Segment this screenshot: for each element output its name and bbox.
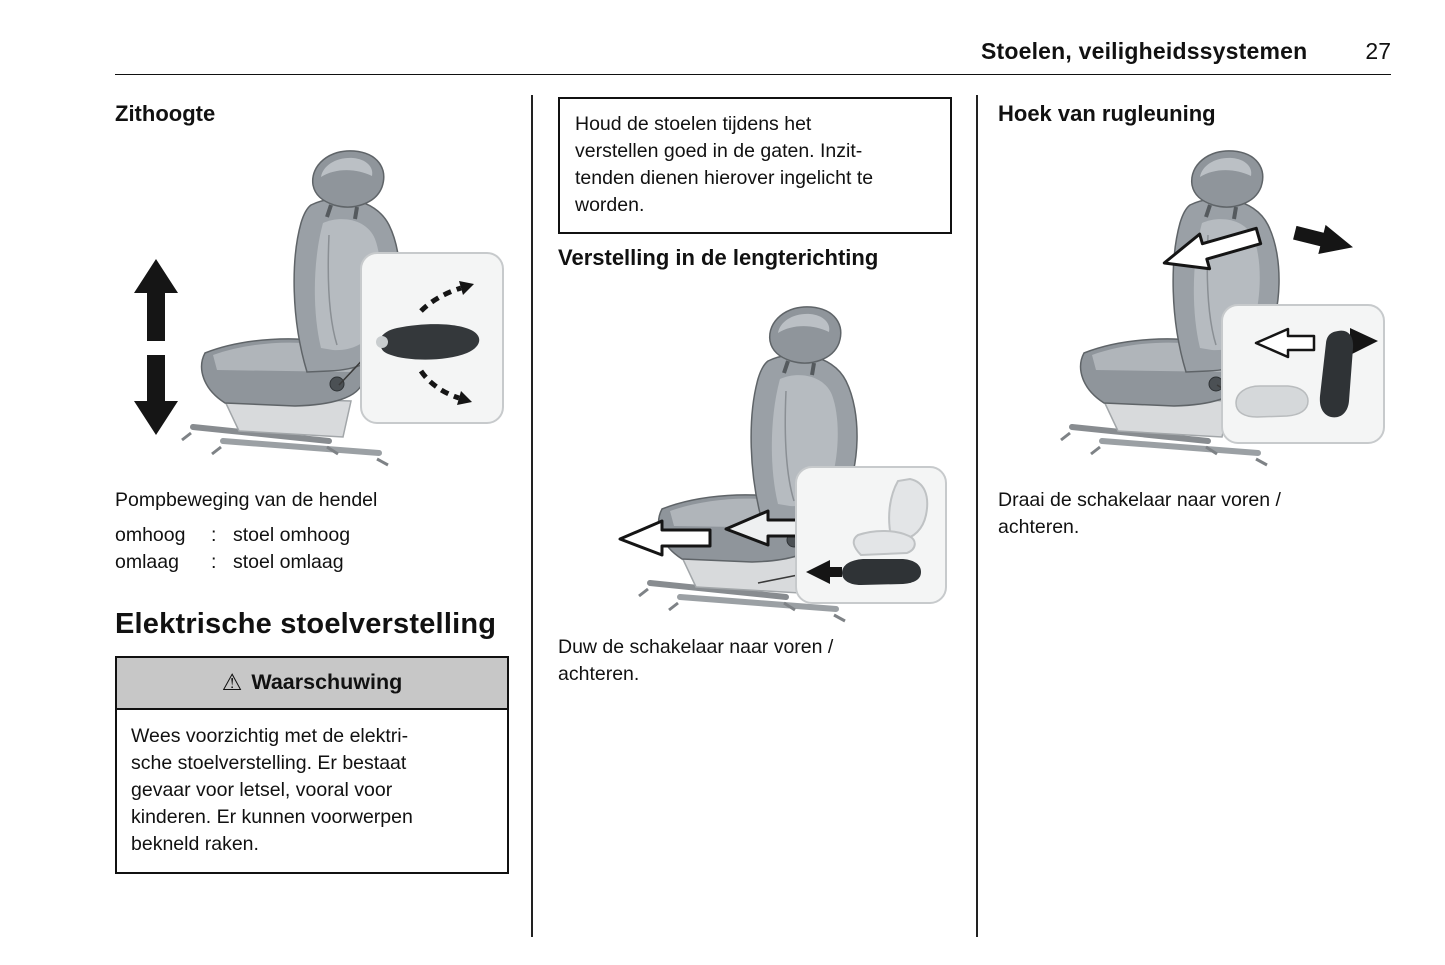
warning-line: sche stoelverstelling. Er bestaat bbox=[131, 752, 407, 774]
warning-header bbox=[117, 658, 507, 710]
warning-line: Wees voorzichtig met de elektri- bbox=[131, 725, 409, 747]
note-line: tenden dienen hierover ingelicht te bbox=[575, 167, 874, 189]
warning-line: kinderen. Er kunnen voorwerpen bbox=[131, 806, 413, 828]
caption-line: Draai de schakelaar naar voren / bbox=[998, 489, 1281, 511]
switch-inset bbox=[796, 467, 946, 603]
page-number: 27 bbox=[1365, 38, 1391, 64]
note-line: verstellen goed in de gaten. Inzit- bbox=[575, 140, 863, 162]
note-line: worden. bbox=[575, 194, 645, 216]
seat-longitudinal-illustration bbox=[558, 281, 952, 626]
seat-longitudinal-figure bbox=[558, 281, 952, 626]
note-box bbox=[558, 97, 952, 234]
backrest-angle-figure bbox=[998, 135, 1392, 467]
down-arrow-icon bbox=[134, 355, 178, 435]
caption-backrest-angle bbox=[998, 487, 1392, 541]
def-separator: : bbox=[211, 551, 217, 573]
def-separator: : bbox=[211, 524, 217, 546]
def-term: omlaag bbox=[115, 551, 179, 573]
caption-longitudinal bbox=[558, 634, 952, 688]
recline-switch-inset bbox=[1222, 305, 1384, 443]
up-arrow-icon bbox=[134, 259, 178, 341]
forward-tilt-arrow-icon bbox=[1291, 218, 1356, 262]
heading-longitudinal-adjustment: Verstelling in de lengterichting bbox=[558, 245, 879, 270]
caption-line: Duw de schakelaar naar voren / bbox=[558, 636, 834, 658]
header-rule bbox=[115, 74, 1391, 75]
seat-height-illustration bbox=[115, 135, 509, 467]
column-longitudinal-adjustment bbox=[558, 95, 952, 688]
heading-electric-seat-adjustment: Elektrische stoelverstelling bbox=[115, 608, 497, 640]
column-divider-2 bbox=[976, 95, 978, 937]
warning-body bbox=[117, 710, 507, 872]
caption-line: achteren. bbox=[998, 516, 1080, 538]
backrest-angle-illustration bbox=[998, 135, 1392, 467]
def-term: omhoog bbox=[115, 524, 186, 546]
def-desc: stoel omlaag bbox=[233, 551, 344, 573]
table-row bbox=[115, 522, 509, 549]
warning-line: bekneld raken. bbox=[131, 833, 259, 855]
heading-backrest-angle: Hoek van rugleuning bbox=[998, 101, 1216, 126]
def-desc: stoel omhoog bbox=[233, 524, 351, 546]
note-line: Houd de stoelen tijdens het bbox=[575, 113, 812, 135]
warning-icon: ⚠ bbox=[221, 669, 243, 695]
definition-table bbox=[115, 522, 509, 576]
seat-height-figure bbox=[115, 135, 509, 467]
caption-pump-lever: Pompbeweging van de hendel bbox=[115, 489, 378, 511]
column-divider-1 bbox=[531, 95, 533, 937]
caption-line: achteren. bbox=[558, 663, 640, 685]
warning-line: gevaar voor letsel, vooral voor bbox=[131, 779, 393, 801]
warning-box bbox=[115, 656, 509, 874]
page-title: Stoelen, veiligheidssystemen bbox=[980, 38, 1308, 64]
page-header bbox=[115, 38, 1391, 65]
warning-title: Waarschuwing bbox=[251, 670, 403, 694]
table-row bbox=[115, 549, 509, 576]
column-backrest-angle bbox=[998, 95, 1392, 541]
lever-inset bbox=[361, 253, 503, 423]
heading-seat-height: Zithoogte bbox=[115, 101, 216, 126]
column-seat-height bbox=[115, 95, 509, 874]
